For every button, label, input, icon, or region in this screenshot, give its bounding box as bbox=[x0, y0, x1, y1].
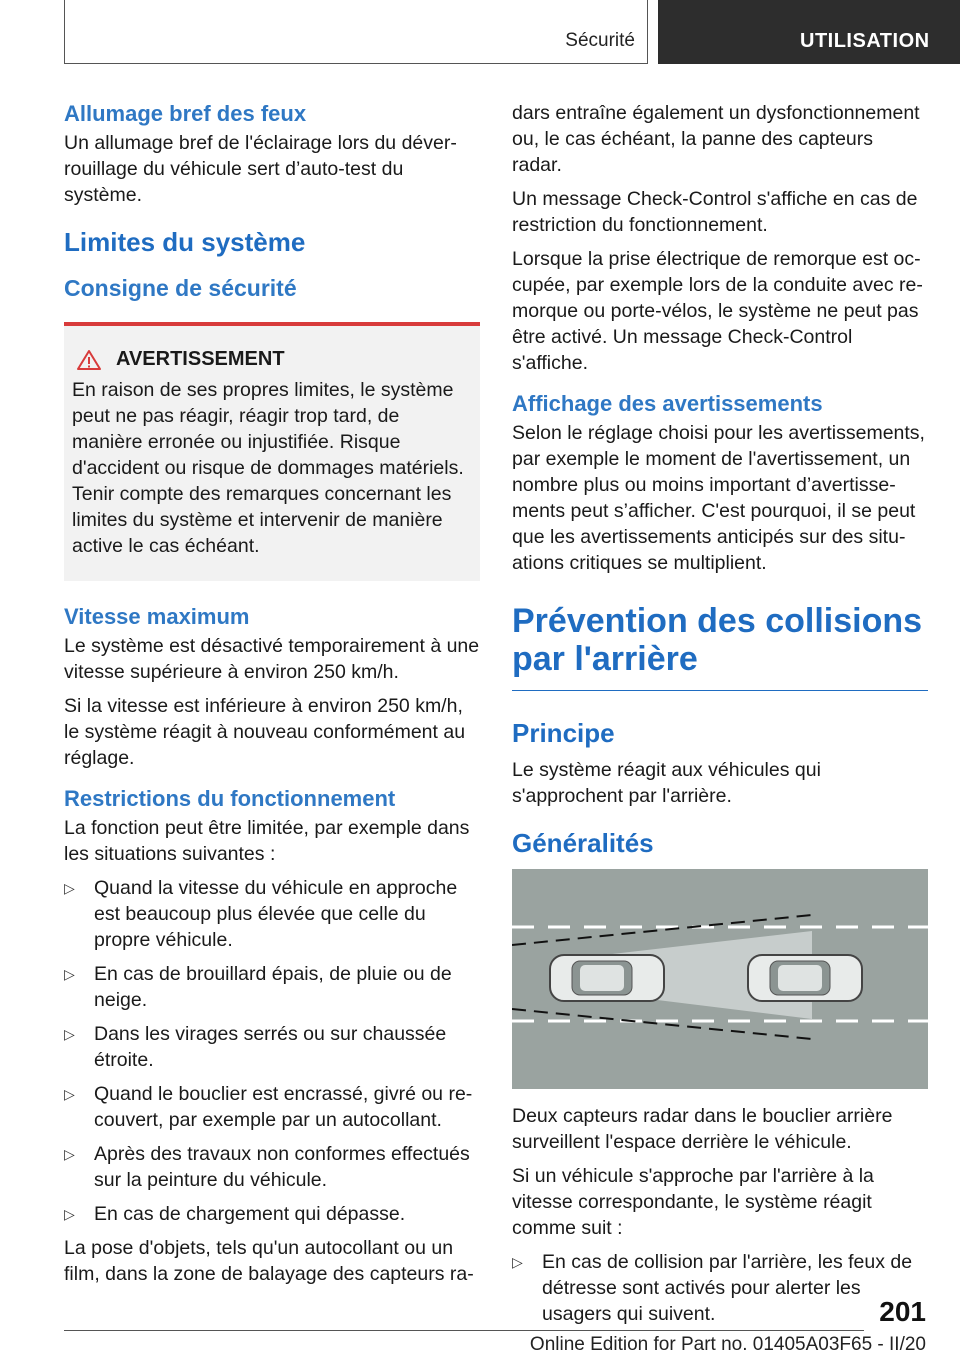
heading-prevention: Prévention des collisions par l'arrière bbox=[512, 602, 923, 678]
paragraph-si-un: Si un véhicule s'approche par l'arrière à la vitesse correspondante, le système réagit comme suit : bbox=[512, 1165, 874, 1239]
bullet-triangle-icon: ▷ bbox=[64, 1086, 75, 1102]
page-number: 201 bbox=[879, 1296, 926, 1327]
heading-limites: Limites du système bbox=[64, 227, 306, 257]
heading-vitesse: Vitesse maximum bbox=[64, 604, 250, 629]
list-item: ▷ Quand le bouclier est encrassé, givré ou recouvert, par exemple par un autocollant. bbox=[64, 1083, 473, 1131]
warning-triangle-icon bbox=[76, 349, 102, 371]
warning-text: En raison de ses propres limites, le système peut ne pas réagir, réagir trop tard, de manière erronée ou injustifiée. Risque d'accident ou risque de dommages matériels. Tenir compte des remarques concernant les limites du système et intervenir de manière active le cas échéant. bbox=[72, 379, 464, 557]
paragraph-continuation: dars entraîne également un dysfonctionnement ou, le cas échéant, la panne des capteurs radar. bbox=[512, 102, 920, 176]
warning-box bbox=[64, 322, 480, 581]
heading-restrictions: Restrictions du fonctionnement bbox=[64, 786, 396, 811]
paragraph-capteurs: Deux capteurs radar dans le bouclier arrière surveillent l'espace derrière le véhicule. bbox=[512, 1105, 893, 1153]
heading-consigne: Consigne de sécurité bbox=[64, 275, 297, 301]
own-vehicle bbox=[550, 955, 664, 1001]
rear-collision-figure bbox=[512, 869, 928, 1089]
list-item: ▷ En cas de chargement qui dépasse. bbox=[64, 1203, 406, 1225]
bullet-triangle-icon: ▷ bbox=[64, 1146, 75, 1162]
header-chapter-tab bbox=[658, 0, 960, 64]
paragraph-principe: Le système réagit aux véhicules qui s'approchent par l'arrière. bbox=[512, 759, 821, 807]
header-section-title: Sécurité bbox=[565, 30, 635, 51]
list-item: ▷ Après des travaux non conformes effectués sur la peinture du véhicule. bbox=[64, 1143, 470, 1191]
bullet-triangle-icon: ▷ bbox=[64, 966, 75, 982]
warning-title: AVERTISSEMENT bbox=[116, 348, 285, 370]
paragraph-affichage: Selon le réglage choisi pour les avertissements, par exemple le moment de l'avertissement, un nombre plus ou moins important d’avertissements peut s’afficher. C'est pourquoi, il se peut que les avertissements anticipés sur des situations critiques se multiplient. bbox=[512, 422, 925, 574]
paragraph-allumage: Un allumage bref de l'éclairage lors du déverrouillage du véhicule sert d’auto-test du système. bbox=[64, 132, 457, 206]
list-item: ▷ Dans les virages serrés ou sur chaussée étroite. bbox=[64, 1023, 447, 1071]
list-item: ▷ En cas de collision par l'arrière, les feux de détresse sont activés pour alerter les usagers qui suivent. bbox=[512, 1251, 913, 1325]
list-item: ▷ En cas de brouillard épais, de pluie ou de neige. bbox=[64, 963, 452, 1011]
approaching-vehicle bbox=[748, 955, 862, 1001]
left-column bbox=[64, 100, 480, 1295]
bullet-triangle-icon: ▷ bbox=[64, 1206, 75, 1222]
header-section-tab bbox=[64, 0, 648, 64]
heading-allumage: Allumage bref des feux bbox=[64, 101, 307, 126]
heading-rule bbox=[512, 690, 928, 691]
bullet-triangle-icon: ▷ bbox=[64, 1026, 75, 1042]
heading-affichage: Affichage des avertissements bbox=[512, 391, 823, 416]
paragraph-pose: La pose d'objets, tels qu'un autocollant ou un film, dans la zone de balayage des capteurs ra- bbox=[64, 1237, 474, 1285]
right-column bbox=[512, 100, 928, 1335]
heading-generalites: Généralités bbox=[512, 828, 654, 858]
paragraph-vitesse-2: Si la vitesse est inférieure à environ 250 km/h, le système réagit à nouveau conformément au réglage. bbox=[64, 695, 466, 769]
reaction-list bbox=[512, 1249, 928, 1327]
paragraph-vitesse-1: Le système est désactivé temporairement à une vitesse supérieure à environ 250 km/h. bbox=[64, 635, 480, 683]
paragraph-message: Un message Check-Control s'affiche en cas de restriction du fonctionnement. bbox=[512, 188, 918, 236]
header-chapter-title: UTILISATION bbox=[800, 30, 930, 52]
paragraph-remorque: Lorsque la prise électrique de remorque est occupée, par exemple lors de la conduite avec remorque ou porte-vélos, le système ne peut pas être activé. Un message Check-Control s'affiche. bbox=[512, 248, 923, 374]
list-item: ▷ Quand la vitesse du véhicule en approche est beaucoup plus élevée que celle du propre véhicule. bbox=[64, 877, 458, 951]
heading-principe: Principe bbox=[512, 718, 615, 748]
footer-rule bbox=[64, 1330, 864, 1331]
bullet-triangle-icon: ▷ bbox=[512, 1254, 523, 1270]
warning-header bbox=[72, 348, 472, 371]
restrictions-list bbox=[64, 875, 480, 1227]
bullet-triangle-icon: ▷ bbox=[64, 880, 75, 896]
footer-edition: Online Edition for Part no. 01405A03F65 - II/20 bbox=[529, 1334, 926, 1355]
paragraph-restrictions: La fonction peut être limitée, par exemple dans les situations suivantes : bbox=[64, 817, 470, 865]
